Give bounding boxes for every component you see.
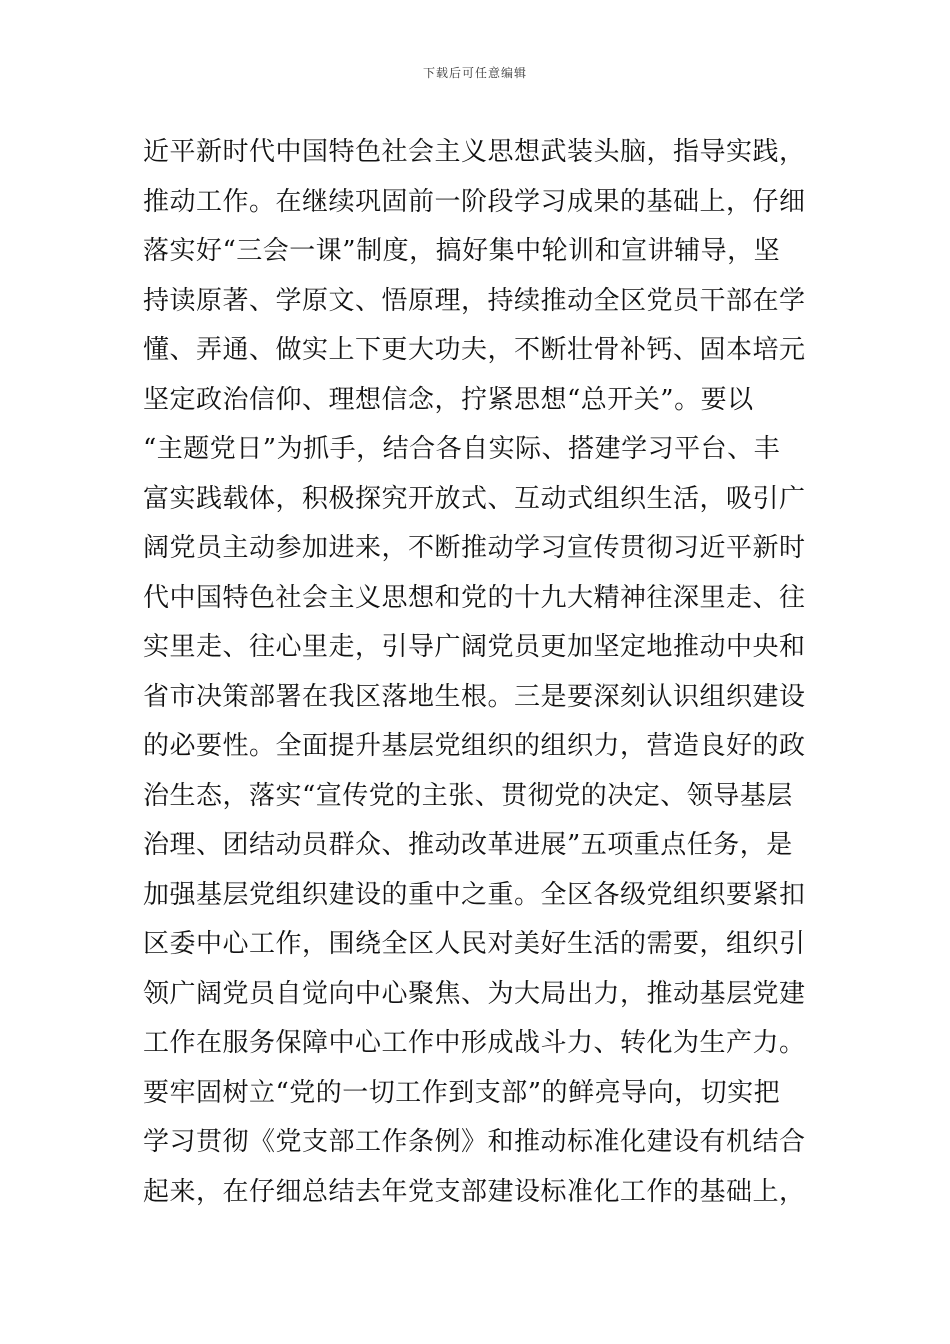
text-line: 加强基层党组织建设的重中之重。全区各级党组织要紧扣 <box>143 879 806 910</box>
text-line: 坚定政治信仰、理想信念，拧紧思想“总开关”。要以 <box>143 384 754 415</box>
body-paragraph <box>143 128 823 1217</box>
text-line: 富实践载体，积极探究开放式、互动式组织生活，吸引广 <box>143 483 806 514</box>
text-line: 治生态，落实“宣传党的主张、贯彻党的决定、领导基层 <box>143 780 793 811</box>
text-line: 落实好“三会一课”制度，搞好集中轮训和宣讲辅导，坚 <box>143 236 781 266</box>
text-line: “主题党日”为抓手，结合各自实际、搭建学习平台、丰 <box>143 434 781 464</box>
text-line: 区委中心工作，围绕全区人民对美好生活的需要，组织引 <box>143 929 806 959</box>
text-line: 阔党员主动参加进来，不断推动学习宣传贯彻习近平新时 <box>143 533 806 563</box>
text-line: 治理、团结动员群众、推动改革进展”五项重点任务，是 <box>143 830 793 860</box>
text-line: 持读原著、学原文、悟原理，持续推动全区党员干部在学 <box>143 285 806 316</box>
text-line: 近平新时代中国特色社会主义思想武装头脑，指导实践， <box>143 137 806 167</box>
page-header-note: 下载后可任意编辑 <box>422 66 527 80</box>
text-line: 起来，在仔细总结去年党支部建设标准化工作的基础上， <box>143 1176 806 1207</box>
text-line: 的必要性。全面提升基层党组织的组织力，营造良好的政 <box>143 731 806 761</box>
text-line: 代中国特色社会主义思想和党的十九大精神往深里走、往 <box>143 582 806 613</box>
text-line: 要牢固树立“党的一切工作到支部”的鲜亮导向，切实把 <box>143 1077 781 1108</box>
text-line: 实里走、往心里走，引导广阔党员更加坚定地推动中央和 <box>143 632 806 662</box>
text-line: 学习贯彻《党支部工作条例》和推动标准化建设有机结合 <box>143 1127 806 1157</box>
text-line: 推动工作。在继续巩固前一阶段学习成果的基础上，仔细 <box>143 186 806 217</box>
text-line: 工作在服务保障中心工作中形成战斗力、转化为生产力。 <box>143 1028 806 1058</box>
text-line: 省市决策部署在我区落地生根。三是要深刻认识组织建设 <box>143 681 806 712</box>
text-line: 领广阔党员自觉向中心聚焦、为大局出力，推动基层党建 <box>143 978 806 1009</box>
text-line: 懂、弄通、做实上下更大功夫，不断壮骨补钙、固本培元 <box>143 335 806 365</box>
